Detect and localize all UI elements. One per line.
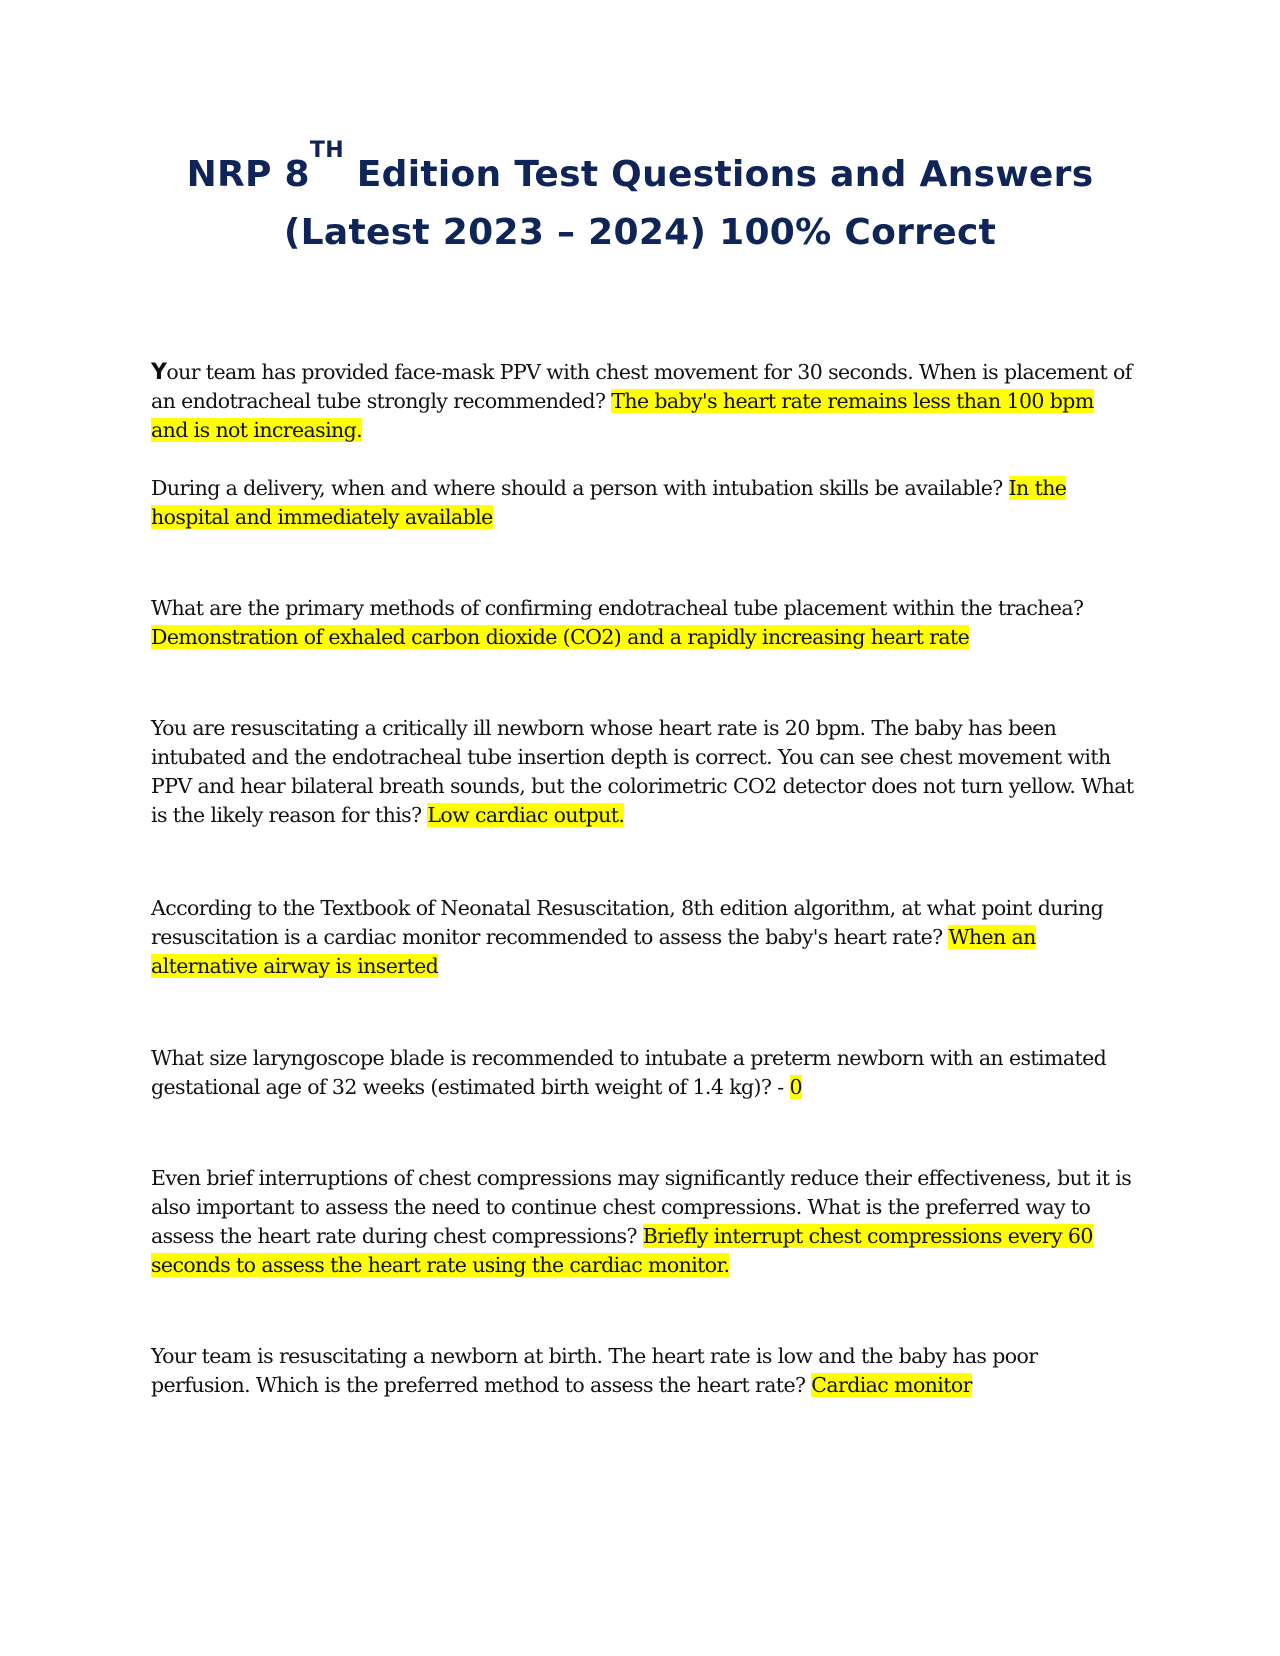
qa-item-2 — [151, 474, 1136, 594]
question-text: You are resuscitating a critically ill newborn whose heart rate is 20 bpm. The baby has been intubated and the endotracheal tube insertion depth is correct. You can see chest movement with PPV and hear bilateral breath sounds, but the colorimetric CO2 detector does not turn yellow. What is the likely reason for this? — [151, 716, 1134, 827]
question-text: Even brief interruptions of chest compressions may significantly reduce their effectiveness, but it is also important to assess the need to continue chest compressions. What is the preferred way to assess the heart rate during chest compressions? — [151, 1166, 1132, 1248]
qa-item-1 — [151, 358, 1136, 474]
question-text: Your team is resuscitating a newborn at birth. The heart rate is low and the baby has poor perfusion. Which is the preferred method to assess the heart rate? — [151, 1344, 1038, 1397]
qa-item-6 — [151, 1044, 1136, 1164]
answer-highlight: Briefly interrupt chest compressions every 60 seconds to assess the heart rate using the cardiac monitor. — [151, 1224, 1093, 1277]
answer-highlight: Demonstration of exhaled carbon dioxide (CO2) and a rapidly increasing heart rate — [151, 625, 970, 649]
title-line-2: (Latest 2023 – 2024) 100% Correct — [283, 212, 997, 253]
title-superscript: TH — [309, 138, 344, 163]
answer-highlight: When an alternative airway is inserted — [151, 925, 1036, 978]
answer-highlight: The baby's heart rate remains less than 100 bpm and is not increasing. — [151, 389, 1094, 442]
drop-letter: Y — [151, 360, 167, 385]
title-text: NRP 8 — [186, 154, 310, 195]
qa-item-4 — [151, 714, 1136, 894]
answer-highlight: Cardiac monitor — [811, 1373, 972, 1397]
question-text: According to the Textbook of Neonatal Resuscitation, 8th edition algorithm, at what point during resuscitation is a cardiac monitor recommended to assess the baby's heart rate? — [151, 896, 1104, 949]
title-line-1 — [186, 138, 1094, 195]
qa-item-7 — [151, 1164, 1136, 1342]
answer-highlight: In the hospital and immediately available — [151, 476, 1067, 529]
answer-highlight: Low cardiac output. — [427, 803, 625, 827]
question-text: What are the primary methods of confirming endotracheal tube placement within the trachea? — [151, 596, 1084, 620]
question-text: What size laryngoscope blade is recommended to intubate a preterm newborn with an estimated gestational age of 32 weeks (estimated birth weight of 1.4 kg)? - — [151, 1046, 1107, 1099]
question-text: During a delivery, when and where should a person with intubation skills be available? — [151, 476, 1009, 500]
qa-item-5 — [151, 894, 1136, 1044]
question-text: our team has provided face-mask PPV with chest movement for 30 seconds. When is placement of an endotracheal tube strongly recommended? — [151, 360, 1132, 413]
answer-highlight: 0 — [789, 1075, 802, 1099]
qa-item-3 — [151, 594, 1136, 714]
title-text-rest: Edition Test Questions and Answers — [343, 154, 1094, 195]
document-title — [0, 138, 1280, 262]
qa-list — [151, 358, 1136, 1400]
qa-item-8 — [151, 1342, 1136, 1400]
